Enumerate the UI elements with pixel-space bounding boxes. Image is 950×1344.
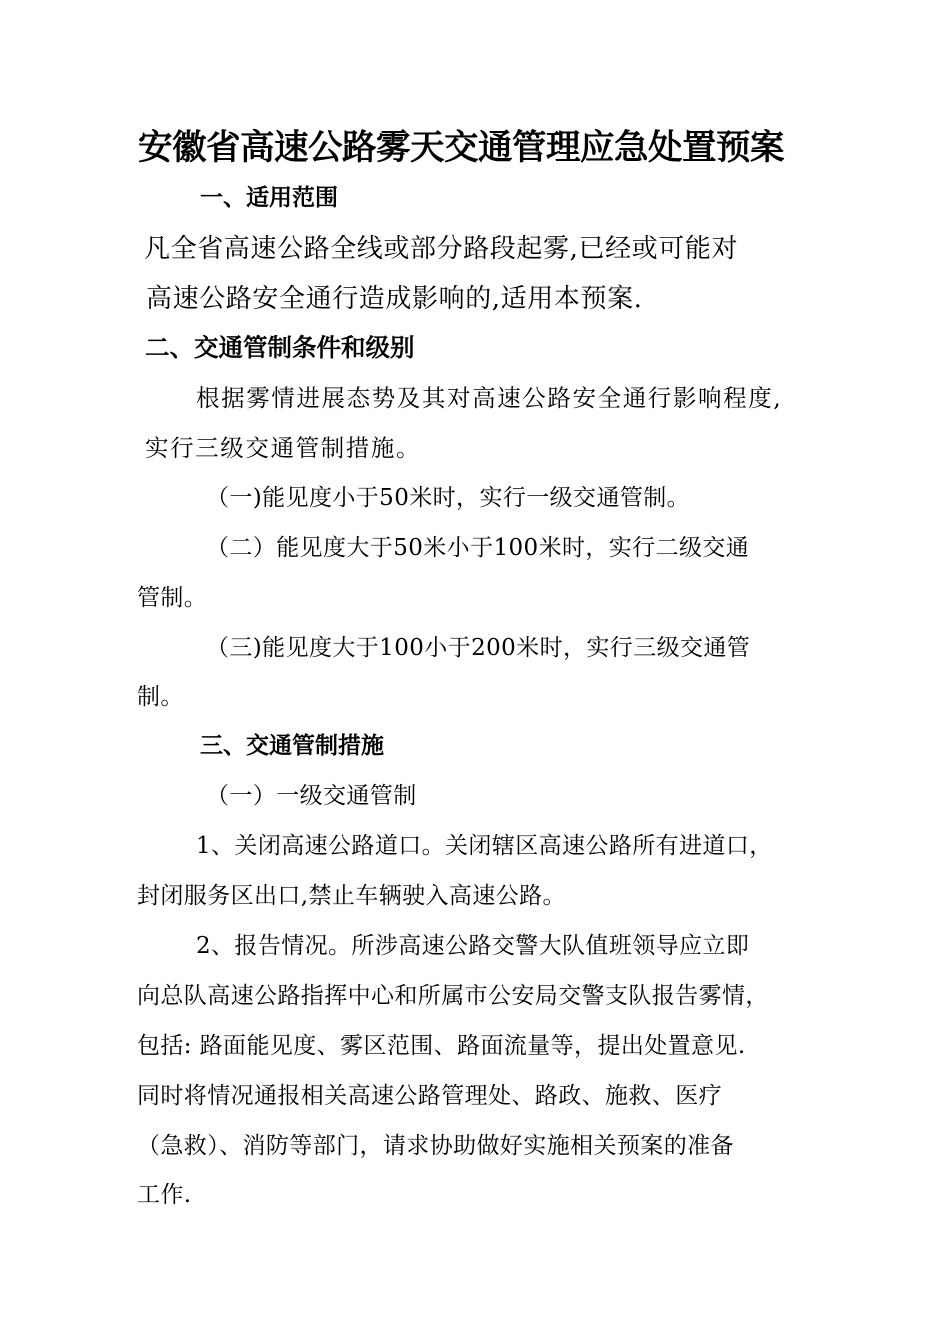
section1-line-1: 凡全省高速公路全线或部分路段起雾,已经或可能对 [144, 234, 739, 264]
section3-heading: 三、交通管制措施 [200, 733, 384, 759]
measure2-line-1: 2、报告情况。所涉高速公路交警大队值班领导应立即 [196, 933, 750, 959]
measure2-line-5: （急救）、消防等部门，请求协助做好实施相关预案的准备 [137, 1133, 734, 1159]
level2-condition-line-1: （二）能见度大于50米小于100米时，实行二级交通 [206, 535, 750, 561]
measure1-line-2: 封闭服务区出口,禁止车辆驶入高速公路。 [137, 883, 566, 909]
section1-line-2: 高速公路安全通行造成影响的,适用本预案. [146, 284, 643, 314]
level3-condition-line-2: 制。 [137, 684, 184, 710]
level1-condition: （一)能见度小于50米时，实行一级交通管制。 [206, 485, 691, 511]
measure2-line-6: 工作. [137, 1182, 192, 1208]
section3-subheading-level1: （一）一级交通管制 [206, 783, 417, 809]
section2-intro-line-2: 实行三级交通管制措施。 [145, 434, 422, 462]
measure2-line-3: 包括: 路面能见度、雾区范围、路面流量等，提出处置意见. [137, 1033, 746, 1059]
measure2-line-4: 同时将情况通报相关高速公路管理处、路政、施救、医疗 [137, 1083, 722, 1109]
section2-intro-line-1: 根据雾情进展态势及其对高速公路安全通行影响程度, [196, 384, 783, 412]
document-title: 安徽省高速公路雾天交通管理应急处置预案 [138, 128, 784, 168]
section1-heading: 一、适用范围 [200, 185, 338, 211]
level3-condition-line-1: （三)能见度大于100小于200米时，实行三级交通管 [206, 635, 751, 661]
level2-condition-line-2: 管制。 [137, 585, 208, 611]
measure1-line-1: 1、关闭高速公路道口。关闭辖区高速公路所有进道口， [196, 833, 773, 859]
measure2-line-2: 向总队高速公路指挥中心和所属市公安局交警支队报告雾情， [137, 983, 769, 1009]
section2-heading: 二、交通管制条件和级别 [145, 333, 415, 362]
